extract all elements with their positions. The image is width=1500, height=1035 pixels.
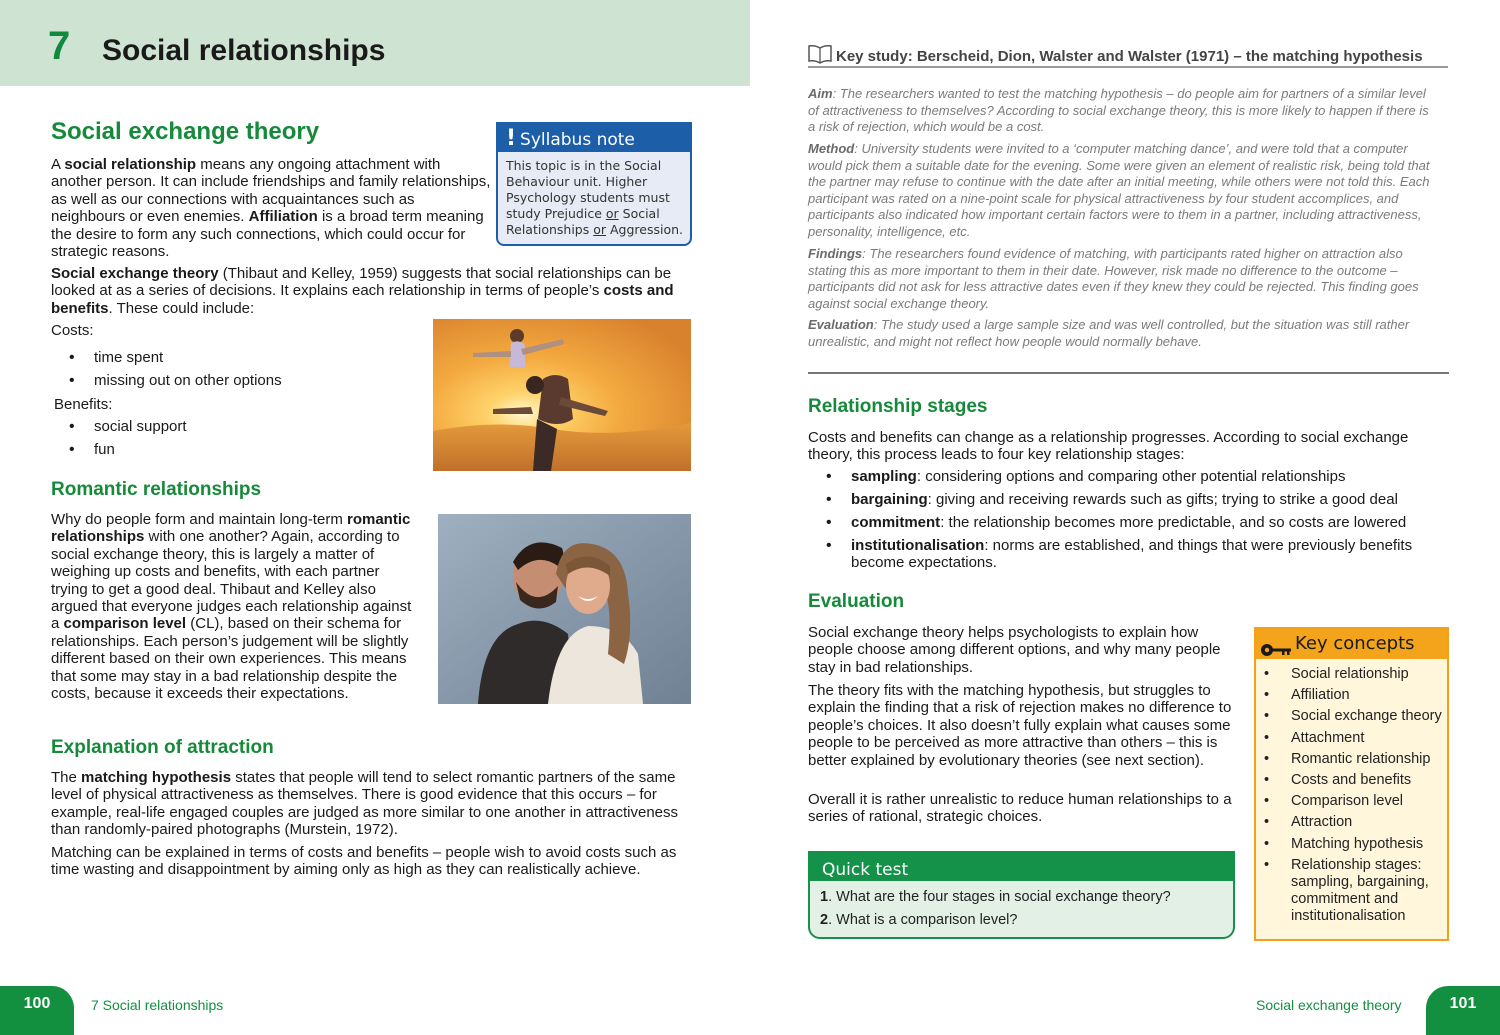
- key-concepts-box: [1254, 627, 1449, 941]
- key-study-header: [808, 44, 1448, 68]
- stages-list: [808, 468, 1448, 572]
- list-item: • bargaining: giving and receiving rewards such as gifts; trying to strike a good deal: [808, 491, 1448, 514]
- quick-test-box: [808, 851, 1235, 939]
- key-study-findings: Findings: The researchers found evidence of matching, with participants rated higher on attraction also stating this as more important to them in their date. However, risk made no difference to the outcome – participants did not ask for less attractive dates even if they knew they could be rejected. This finding goes against social exchange theory.: [808, 246, 1419, 311]
- section-title: Social exchange theory: [51, 118, 320, 145]
- evaluation-paragraph-3: Overall it is rather unrealistic to reduce human relationships to a series of rational, strategic choices.: [808, 791, 1232, 826]
- page-number-left: 100: [0, 986, 74, 1035]
- key-study-evaluation: Evaluation: The study used a large sample size and was well controlled, but the situation was still rather unrealistic, and might not reflect how people would normally behave.: [808, 317, 1410, 349]
- syllabus-note-text: This topic is in the Social Behaviour unit. Higher Psychology students must study Prejudice or Social Relationships or Aggression.: [506, 158, 684, 237]
- list-item: • fun: [51, 441, 187, 464]
- list-item: • Attraction: [1256, 814, 1447, 831]
- syllabus-note-title: Syllabus note: [520, 130, 635, 150]
- chapter-title: Social relationships: [102, 34, 386, 67]
- key-concepts-title: Key concepts: [1295, 633, 1415, 654]
- list-item: • social support: [51, 418, 187, 441]
- list-item: • Matching hypothesis: [1256, 836, 1447, 853]
- key-study-aim: Aim: The researchers wanted to test the matching hypothesis – do people aim for partners of a similar level of attractiveness to themselves? According to social exchange theory, this is more likely to happen if there is a risk of rejection, which would be a cost.: [808, 86, 1429, 135]
- list-item: • missing out on other options: [51, 372, 282, 395]
- list-item: • Romantic relationship: [1256, 751, 1447, 768]
- key-concepts-list: [1256, 659, 1447, 925]
- syllabus-note-header: [498, 124, 690, 152]
- exclamation-icon: !: [506, 126, 517, 151]
- list-item: • Costs and benefits: [1256, 772, 1447, 789]
- list-item: • Social exchange theory: [1256, 708, 1447, 725]
- right-page: [750, 0, 1500, 1035]
- key-concepts-header: [1256, 629, 1447, 659]
- open-book-icon: [808, 44, 832, 69]
- footer-right: Social exchange theory: [1256, 997, 1402, 1013]
- romantic-heading: Romantic relationships: [51, 479, 262, 500]
- chapter-banner: [0, 0, 750, 86]
- chapter-number: 7: [48, 24, 71, 68]
- list-item: • Affiliation: [1256, 687, 1447, 704]
- matching-paragraph: The matching hypothesis states that people will tend to select romantic partners of the same level of physical attractiveness as themselves. There is good evidence that this occurs – for example, real-life engaged couples are judged as more similar to one another in attractiveness than randomly-paired photographs (Murstein, 1972).: [51, 769, 679, 839]
- costs-label: Costs:: [51, 322, 94, 339]
- divider: [808, 372, 1449, 374]
- intro-paragraph: A social relationship means any ongoing attachment with another person. It can include friendships and family relationships, as well as our connections with acquaintances such as neighbours or even enemies. Affiliation is a broad term meaning the desire to form any such connections, which could occur for strategic reasons.: [51, 156, 491, 261]
- benefits-label: Benefits:: [54, 396, 113, 413]
- matching-paragraph-2: Matching can be explained in terms of costs and benefits – people wish to avoid costs such as time wasting and disappointment by aiming only as high as they can realistically achieve.: [51, 844, 677, 879]
- syllabus-note: [496, 122, 692, 246]
- family-sunset-photo: [433, 319, 691, 471]
- footer-left: 7 Social relationships: [91, 997, 224, 1013]
- page-number-right: 101: [1426, 986, 1500, 1035]
- set-paragraph: Social exchange theory (Thibaut and Kelley, 1959) suggests that social relationships can be looked at as a series of decisions. It explains each relationship in terms of people’s costs and benefits. These could include:: [51, 265, 674, 317]
- romantic-paragraph: Why do people form and maintain long-term romantic relationships with one another? Again, according to social exchange theory, this is largely a matter of weighing up costs and benefits, with each partner trying to get a good deal. Thibaut and Kelley also argued that everyone judges each relationship against a comparison level (CL), based on their schema for relationships. Each person’s judgement will be slightly different based on their own experiences. This means that some may stay in a bad relationship despite the costs, because it exceeds their expectations.: [51, 511, 412, 703]
- quick-test-question: 2. What is a comparison level?: [820, 912, 1018, 928]
- attraction-heading: Explanation of attraction: [51, 737, 274, 758]
- stages-intro: Costs and benefits can change as a relationship progresses. According to social exchange theory, this process leads to four key relationship stages:: [808, 429, 1409, 464]
- list-item: • Attachment: [1256, 730, 1447, 747]
- list-item: • Relationship stages: sampling, bargaining, commitment and institutionalisation: [1256, 857, 1447, 925]
- couple-photo: [438, 514, 691, 704]
- quick-test-question: 1. What are the four stages in social exchange theory?: [820, 889, 1171, 905]
- list-item: • institutionalisation: norms are established, and things that were previously benefits become expectations.: [808, 537, 1448, 572]
- key-study-title: Key study: Berscheid, Dion, Walster and Walster (1971) – the matching hypothesis: [836, 48, 1423, 65]
- list-item: • Comparison level: [1256, 793, 1447, 810]
- stages-heading: Relationship stages: [808, 396, 988, 417]
- evaluation-paragraph-2: The theory fits with the matching hypothesis, but struggles to explain the finding that a risk of rejection makes no difference to people’s choices. It also doesn’t fully explain what causes some people to be perceived as more attractive than others – this is better explained by evolutionary theories (see next section).: [808, 682, 1232, 769]
- list-item: • Social relationship: [1256, 666, 1447, 683]
- evaluation-paragraph-1: Social exchange theory helps psychologists to explain how people choose among different options, and why many people stay in bad relationships.: [808, 624, 1221, 676]
- key-study-method: Method: University students were invited to a ‘computer matching dance’, and were told that a computer would pick them a suitable date for the evening. Some were given an element of realistic risk, being told that the partner may refuse to continue with the date after an initial meeting, while others were not told this. Each participant was rated on a nine-point scale for physical attractiveness by four student accomplices, and participants also indicated how important certain factors were to them in a partner, including attractiveness, personality, intelligence, etc.: [808, 141, 1430, 239]
- quick-test-title: Quick test: [810, 853, 1233, 881]
- quick-test-questions: [810, 881, 1233, 937]
- list-item: • commitment: the relationship becomes more predictable, and so costs are lowered: [808, 514, 1448, 537]
- benefits-list: [51, 418, 187, 464]
- costs-list: [51, 349, 282, 395]
- list-item: • time spent: [51, 349, 282, 372]
- evaluation-heading: Evaluation: [808, 591, 905, 612]
- key-icon: [1260, 636, 1292, 652]
- list-item: • sampling: considering options and comparing other potential relationships: [808, 468, 1448, 491]
